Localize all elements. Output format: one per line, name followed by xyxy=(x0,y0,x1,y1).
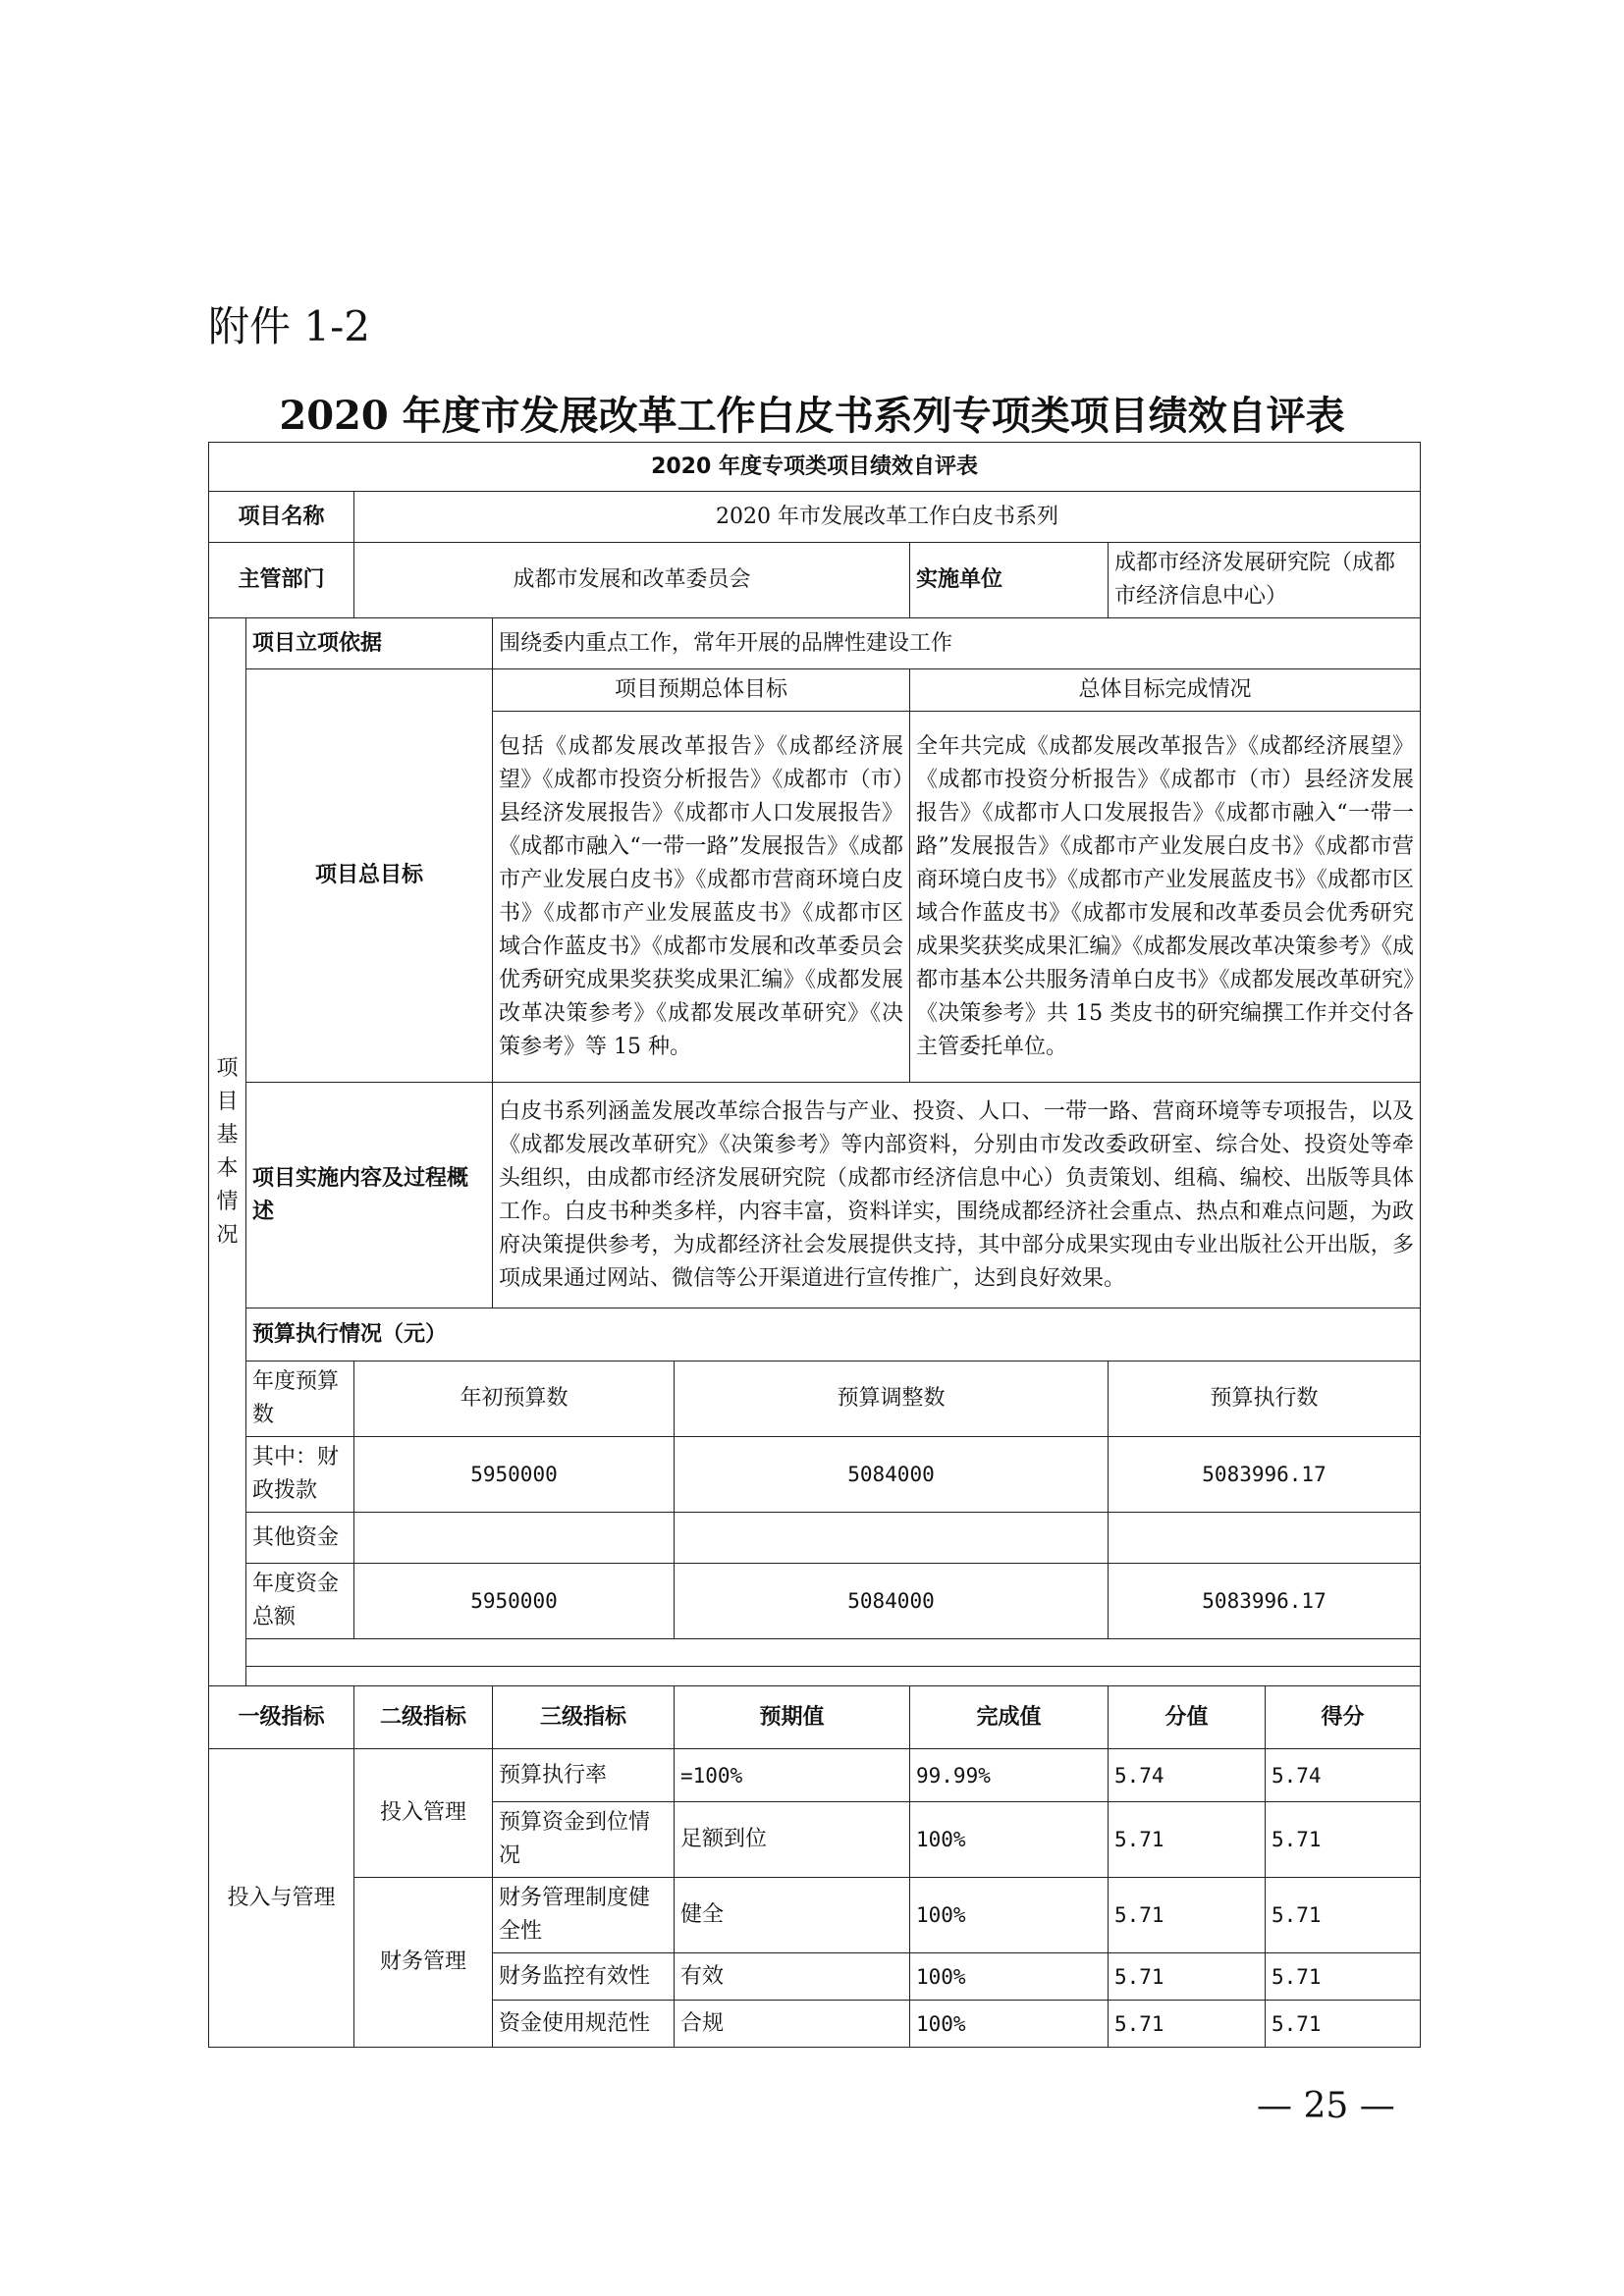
indicator-cell: 财务监控有效性 xyxy=(493,1953,675,2001)
project-name-label: 项目名称 xyxy=(209,492,354,543)
indicator-header: 完成值 xyxy=(910,1686,1109,1749)
budget-row-label: 年度资金总额 xyxy=(246,1564,354,1639)
indicator-cell: 5.74 xyxy=(1266,1749,1421,1802)
budget-header-year: 年度预算数 xyxy=(246,1362,354,1437)
dept-value: 成都市发展和改革委员会 xyxy=(354,543,910,618)
budget-header-initial: 年初预算数 xyxy=(354,1362,675,1437)
content-text: 白皮书系列涵盖发展改革综合报告与产业、投资、人口、一带一路、营商环境等专项报告，以及《成都发展改革研究》《决策参考》等内部资料，分别由市发改委政研室、综合处、投资处等牵头组织，由成都市经济发展研究院（成都市经济信息中心）负责策划、组稿、编校、出版等具体工作。白皮书种类多样，内容丰富，资料详实，围绕成都经济社会重点、热点和难点问题，为政府决策提供参考，为成都经济社会发展提供支持，其中部分成果实现由专业出版社公开出版，多项成果通过网站、微信等公开渠道进行宣传推广，达到良好效果。 xyxy=(493,1083,1421,1308)
indicator-cell: 5.74 xyxy=(1109,1749,1266,1802)
indicator-cell: 100% xyxy=(910,1953,1109,2001)
indicator-cell: 100% xyxy=(910,1878,1109,1953)
indicator-cell: 99.99% xyxy=(910,1749,1109,1802)
indicator-cell: 100% xyxy=(910,1802,1109,1878)
indicator-cell: 5.71 xyxy=(1266,1878,1421,1953)
indicator-cell: 预算资金到位情况 xyxy=(493,1802,675,1878)
indicator-cell: 100% xyxy=(910,2001,1109,2048)
budget-cell: 5084000 xyxy=(675,1437,1109,1513)
indicator-cell: 5.71 xyxy=(1266,1802,1421,1878)
budget-cell: 5083996.17 xyxy=(1109,1564,1421,1639)
goal-done-header: 总体目标完成情况 xyxy=(910,669,1421,712)
indicator-header: 一级指标 xyxy=(209,1686,354,1749)
indicator-header: 预期值 xyxy=(675,1686,910,1749)
goal-label: 项目总目标 xyxy=(246,669,493,1083)
indicator-cell: 5.71 xyxy=(1109,1802,1266,1878)
goal-expected-text: 包括《成都发展改革报告》《成都经济展望》《成都市投资分析报告》《成都市（市）县经济发展报告》《成都市人口发展报告》《成都市融入“一带一路”发展报告》《成都市产业发展白皮书》《成都市营商环境白皮书》《成都市产业发展蓝皮书》《成都市区域合作蓝皮书》《成都市发展和改革委员会优秀研究成果奖获奖成果汇编》《成都发展改革决策参考》《成都发展改革研究》《决策参考》等 15 种。 xyxy=(493,712,910,1083)
document-title: 2020 年度市发展改革工作白皮书系列专项类项目绩效自评表 xyxy=(279,393,1345,439)
impl-value: 成都市经济发展研究院（成都市经济信息中心） xyxy=(1109,543,1421,618)
budget-cell xyxy=(1109,1513,1421,1564)
indicator-cell: 5.71 xyxy=(1266,1953,1421,2001)
indicator-cell: 有效 xyxy=(675,1953,910,2001)
budget-header-executed: 预算执行数 xyxy=(1109,1362,1421,1437)
indicator-cell: 预算执行率 xyxy=(493,1749,675,1802)
content-label: 项目实施内容及过程概述 xyxy=(246,1083,493,1308)
budget-cell: 5083996.17 xyxy=(1109,1437,1421,1513)
basic-info-label: 项目基本情况 xyxy=(209,618,246,1686)
indicator-cell: 5.71 xyxy=(1109,1878,1266,1953)
indicator-header: 二级指标 xyxy=(354,1686,493,1749)
goal-expected-header: 项目预期总体目标 xyxy=(493,669,910,712)
spacer-row xyxy=(246,1667,1421,1686)
attachment-label: 附件 1-2 xyxy=(208,302,370,350)
indicator-header: 分值 xyxy=(1109,1686,1266,1749)
indicator-cell: 5.71 xyxy=(1266,2001,1421,2048)
table-header: 2020 年度专项类项目绩效自评表 xyxy=(209,443,1421,492)
level2-finance: 财务管理 xyxy=(354,1878,493,2048)
level1-indicator: 投入与管理 xyxy=(209,1749,354,2048)
dept-label: 主管部门 xyxy=(209,543,354,618)
impl-label: 实施单位 xyxy=(910,543,1109,618)
page-number: — 25 — xyxy=(1257,2086,1395,2126)
indicator-cell: 财务管理制度健全性 xyxy=(493,1878,675,1953)
budget-label: 预算执行情况（元） xyxy=(246,1308,1421,1362)
budget-cell: 5950000 xyxy=(354,1564,675,1639)
indicator-cell: 合规 xyxy=(675,2001,910,2048)
budget-cell xyxy=(354,1513,675,1564)
level2-invest: 投入管理 xyxy=(354,1749,493,1878)
indicator-cell: 资金使用规范性 xyxy=(493,2001,675,2048)
indicator-cell: 5.71 xyxy=(1109,2001,1266,2048)
indicator-cell: 足额到位 xyxy=(675,1802,910,1878)
goal-done-text: 全年共完成《成都发展改革报告》《成都经济展望》《成都市投资分析报告》《成都市（市）县经济发展报告》《成都市人口发展报告》《成都市融入“一带一路”发展报告》《成都市产业发展白皮书》《成都市营商环境白皮书》《成都市产业发展蓝皮书》《成都市区域合作蓝皮书》《成都市发展和改革委员会优秀研究成果奖获奖成果汇编》《成都发展改革决策参考》《成都市基本公共服务清单白皮书》《成都发展改革研究》《决策参考》共 15 类皮书的研究编撰工作并交付各主管委托单位。 xyxy=(910,712,1421,1083)
evaluation-table xyxy=(208,442,1421,2048)
budget-cell xyxy=(675,1513,1109,1564)
spacer-row xyxy=(246,1639,1421,1667)
basis-value: 围绕委内重点工作，常年开展的品牌性建设工作 xyxy=(493,618,1421,669)
indicator-header: 三级指标 xyxy=(493,1686,675,1749)
budget-row-label: 其中：财政拨款 xyxy=(246,1437,354,1513)
project-name-value: 2020 年市发展改革工作白皮书系列 xyxy=(354,492,1421,543)
indicator-cell: 健全 xyxy=(675,1878,910,1953)
budget-row-label: 其他资金 xyxy=(246,1513,354,1564)
budget-cell: 5950000 xyxy=(354,1437,675,1513)
budget-header-adjusted: 预算调整数 xyxy=(675,1362,1109,1437)
evaluation-table-wrapper xyxy=(208,442,1420,2048)
indicator-cell: 5.71 xyxy=(1109,1953,1266,2001)
indicator-cell: =100% xyxy=(675,1749,910,1802)
basis-label: 项目立项依据 xyxy=(246,618,493,669)
budget-cell: 5084000 xyxy=(675,1564,1109,1639)
indicator-header: 得分 xyxy=(1266,1686,1421,1749)
